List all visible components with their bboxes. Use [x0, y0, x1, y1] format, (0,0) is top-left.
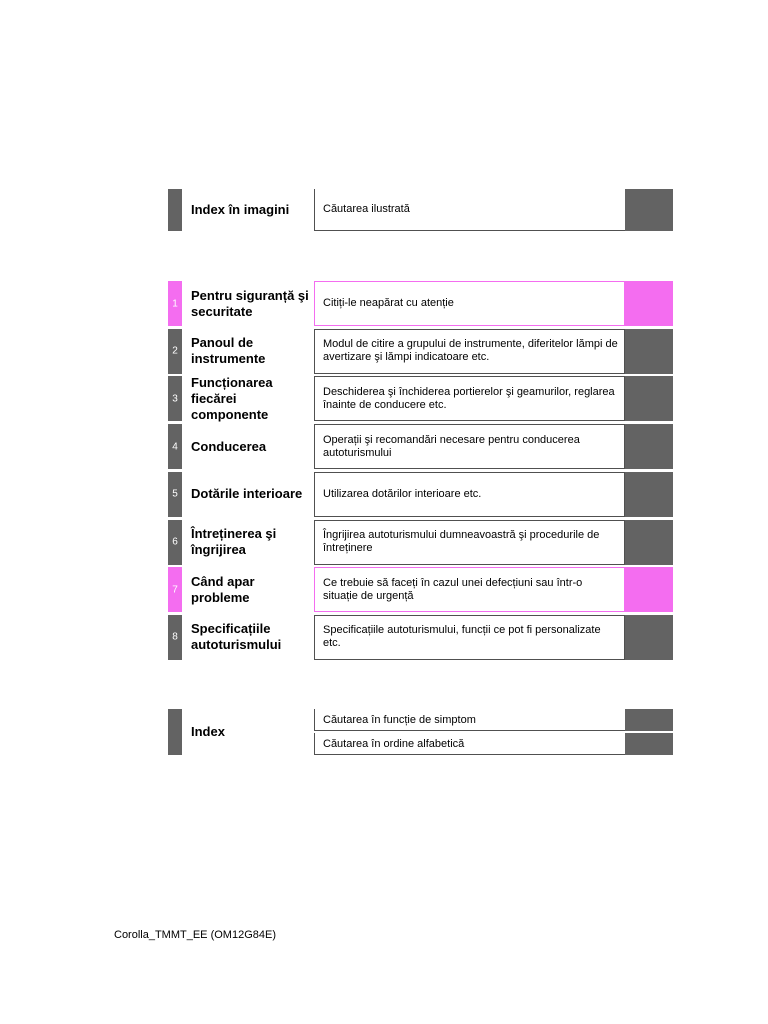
- thumb-tab[interactable]: [625, 733, 673, 755]
- index-item-label: Căutarea în ordine alfabetică: [314, 733, 625, 755]
- chapter-title: Întreținerea şi îngrijirea: [191, 526, 277, 557]
- chapter-marker: [168, 567, 182, 612]
- chapter-title: Specificațiile autoturismului: [191, 621, 282, 653]
- chapter-number: 7: [172, 584, 178, 596]
- section-marker: [168, 709, 182, 755]
- chapter-title: Când apar probleme: [191, 573, 255, 605]
- chapter-description: Deschiderea şi închiderea portierelor şi geamurilor, reglarea înainte de conducere etc.: [314, 376, 625, 421]
- thumb-tab[interactable]: [625, 424, 673, 469]
- thumb-tab[interactable]: [625, 376, 673, 421]
- thumb-tab[interactable]: [625, 520, 673, 565]
- chapter-number: 8: [172, 631, 178, 643]
- chapter-row[interactable]: [168, 567, 673, 612]
- chapter-title: Funcționarea fiecărei componente: [191, 374, 273, 422]
- chapter-marker: [168, 520, 182, 565]
- chapter-marker: [168, 472, 182, 517]
- footer-doc-code: Corolla_TMMT_EE (OM12G84E): [114, 929, 276, 941]
- chapter-number: 1: [172, 298, 178, 309]
- index-item-alphabetical[interactable]: [314, 733, 673, 755]
- chapter-description: Utilizarea dotărilor interioare etc.: [314, 472, 625, 517]
- chapter-number: 3: [172, 393, 178, 405]
- chapter-number: 2: [172, 345, 178, 357]
- chapter-row[interactable]: [168, 376, 673, 421]
- thumb-tab[interactable]: [625, 281, 673, 326]
- chapter-row[interactable]: [168, 329, 673, 374]
- chapter-title: Conducerea: [191, 438, 267, 454]
- chapter-marker: [168, 329, 182, 374]
- chapter-row[interactable]: [168, 424, 673, 469]
- section-description: Căutarea ilustrată: [314, 189, 625, 231]
- chapter-title: Panoul de instrumente: [191, 335, 266, 367]
- index-row: [168, 709, 673, 755]
- chapter-number: 6: [172, 536, 178, 548]
- chapter-row[interactable]: [168, 281, 673, 326]
- chapter-row[interactable]: [168, 520, 673, 565]
- section-title: Index în imagini: [191, 202, 290, 217]
- chapter-number: 4: [172, 441, 178, 453]
- chapter-title: Dotările interioare: [191, 486, 303, 502]
- chapter-description: Citiți-le neapărat cu atenție: [314, 281, 625, 326]
- thumb-tab[interactable]: [625, 329, 673, 374]
- chapter-marker: [168, 376, 182, 421]
- chapter-description: Ce trebuie să faceți în cazul unei defecțiuni sau într-o situație de urgență: [314, 567, 625, 612]
- section-marker: [168, 189, 182, 231]
- thumb-tab[interactable]: [625, 615, 673, 660]
- thumb-tab[interactable]: [625, 189, 673, 231]
- chapter-description: Specificațiile autoturismului, funcții ce pot fi personalizate etc.: [314, 615, 625, 660]
- pictorial-index-row[interactable]: [168, 189, 673, 231]
- thumb-tab[interactable]: [625, 567, 673, 612]
- chapter-marker: [168, 424, 182, 469]
- chapter-marker: [168, 281, 182, 326]
- chapter-row[interactable]: [168, 472, 673, 517]
- chapter-marker: [168, 615, 182, 660]
- chapter-description: Îngrijirea autoturismului dumneavoastră şi procedurile de întreținere: [314, 520, 625, 565]
- thumb-tab[interactable]: [625, 472, 673, 517]
- index-item-symptom[interactable]: [314, 709, 673, 731]
- chapter-row[interactable]: [168, 615, 673, 660]
- chapter-description: Modul de citire a grupului de instrumente, diferitelor lămpi de avertizare şi lămpi indicatoare etc.: [314, 329, 625, 374]
- chapter-title: Pentru siguranță şi securitate: [191, 287, 309, 319]
- index-title: Index: [191, 724, 225, 739]
- chapter-description: Operații şi recomandări necesare pentru conducerea autoturismului: [314, 424, 625, 469]
- index-item-label: Căutarea în funcție de simptom: [314, 709, 625, 731]
- chapter-number: 5: [172, 488, 178, 500]
- thumb-tab[interactable]: [625, 709, 673, 731]
